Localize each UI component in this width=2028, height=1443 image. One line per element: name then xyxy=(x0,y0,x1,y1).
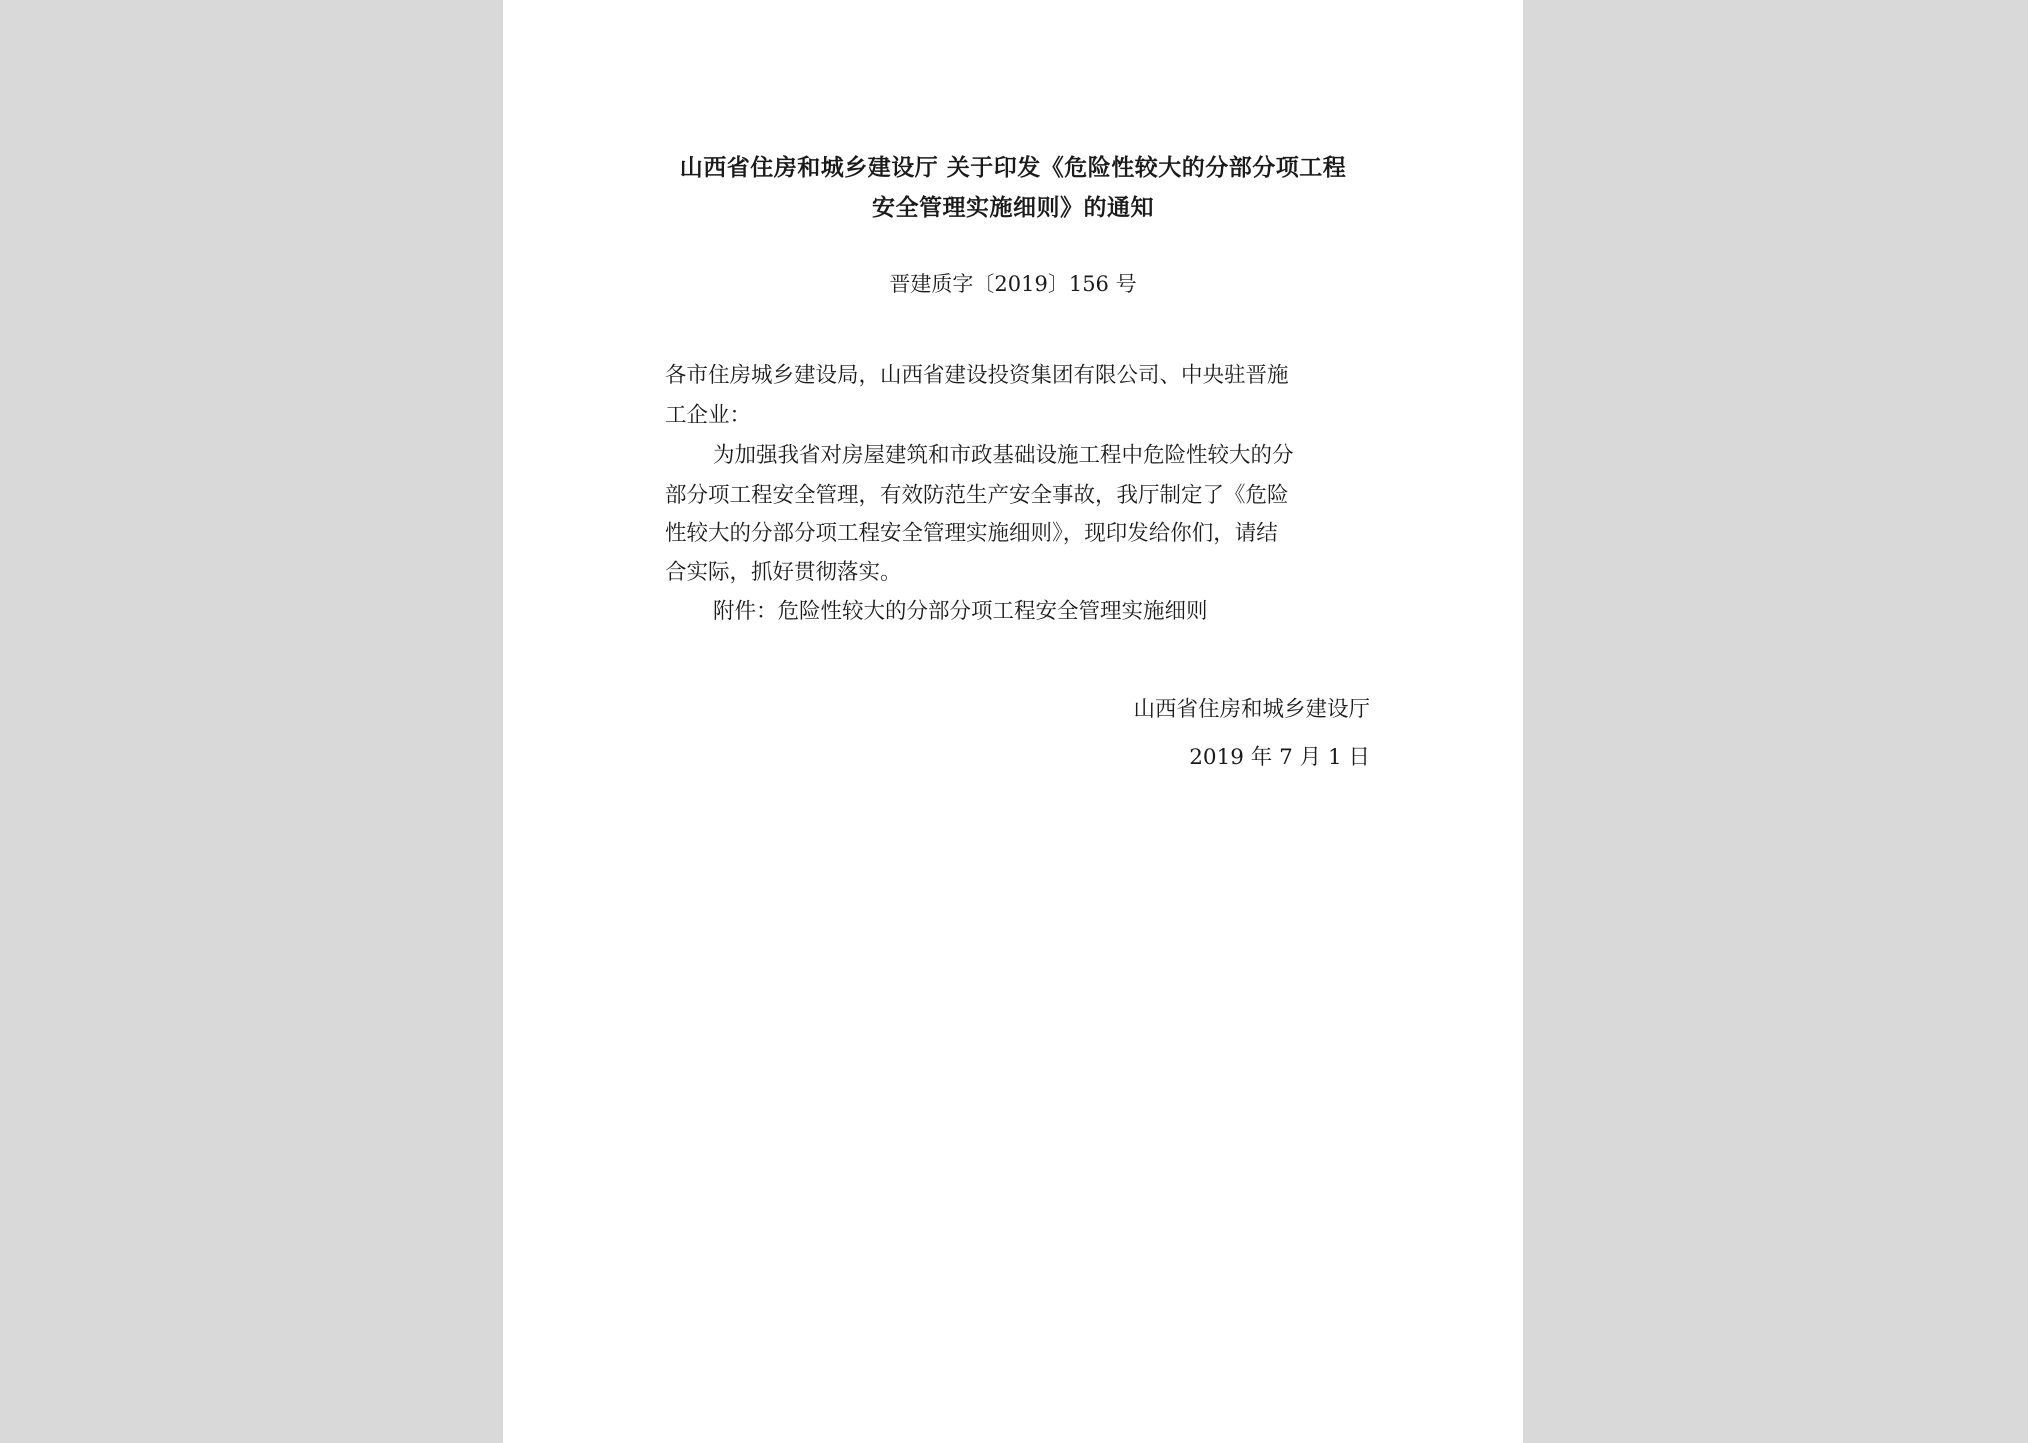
attachment-line: 附件：危险性较大的分部分项工程安全管理实施细则 xyxy=(713,599,1208,624)
signature-issuer: 山西省住房和城乡建设厅 xyxy=(1133,697,1370,722)
paragraph-line-4: 合实际，抓好贯彻落实。 xyxy=(665,560,902,585)
paragraph-line-2: 部分项工程安全管理，有效防范生产安全事故，我厅制定了《危险 xyxy=(665,483,1289,508)
document-number: 晋建质字〔2019〕156 号 xyxy=(889,272,1137,296)
document-page xyxy=(503,0,1523,1443)
paragraph-line-3: 性较大的分部分项工程安全管理实施细则》，现印发给你们，请结 xyxy=(665,521,1278,546)
document-title-line-1: 山西省住房和城乡建设厅 关于印发《危险性较大的分部分项工程 xyxy=(679,155,1347,181)
paragraph-line-1: 为加强我省对房屋建筑和市政基础设施工程中危险性较大的分 xyxy=(713,443,1294,468)
document-title-line-2: 安全管理实施细则》的通知 xyxy=(872,195,1154,221)
salutation-line-1: 各市住房城乡建设局，山西省建设投资集团有限公司、中央驻晋施 xyxy=(665,363,1289,388)
salutation-line-2: 工企业： xyxy=(665,403,752,428)
signature-date: 2019 年 7 月 1 日 xyxy=(1189,745,1370,770)
